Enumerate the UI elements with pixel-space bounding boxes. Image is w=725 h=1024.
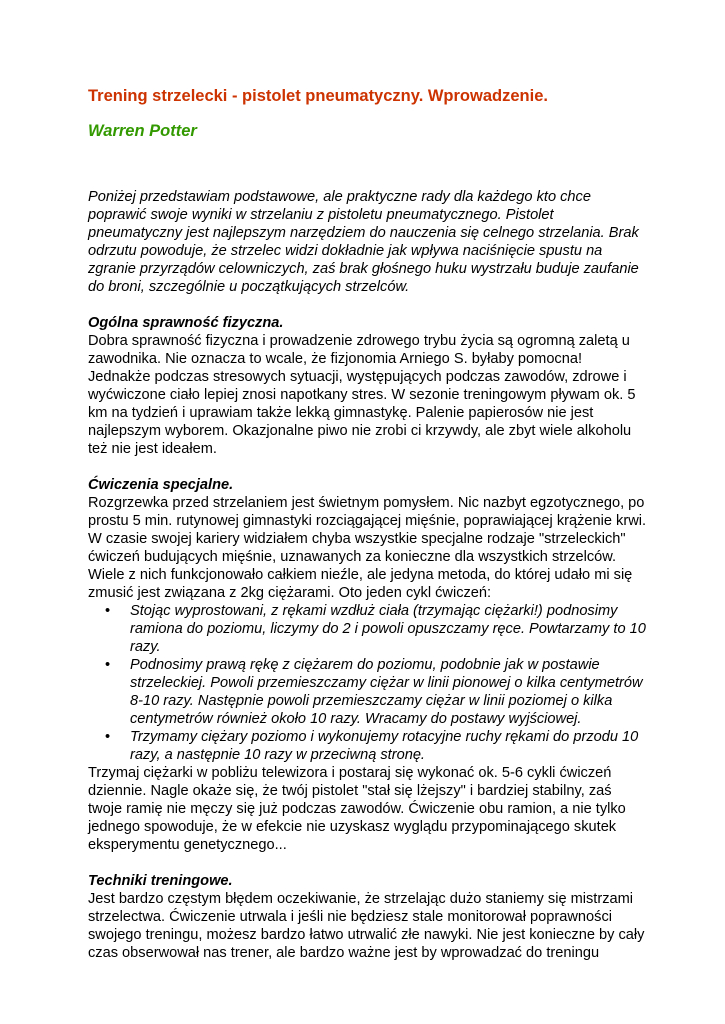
section-body: Jest bardzo częstym błędem oczekiwanie, że strzelając dużo staniemy się mistrzami strzelectwa. Ćwiczenie utrwala i jeśli nie będziesz stale monitorował poprawności swojego treningu, możesz bardzo łatwo utrwalić złe nawyki. Nie jest konieczne by cały czas obserwował nas trener, ale bardzo ważne jest by wprowadzać do treningu (88, 891, 645, 961)
bullet-icon: • (105, 729, 111, 745)
section-body: Rozgrzewka przed strzelaniem jest świetnym pomysłem. Nic nazbyt egzotycznego, po prostu 5 min. rutynowej gimnastyki rozciągającej mięśnie, poprawiającej krążenie krwi. W czasie swojej kariery widziałem chyba wszystkie specjalne rodzaje "strzeleckich" ćwiczeń budujących mięśnie, uznawanych za konieczne dla wszystkich strzelców. Wiele z nich funkcjonowało całkiem nieźle, ale jedyna metoda, do której udało mi się zmusić jest związana z 2kg ciężarami. Oto jeden cykl ćwiczeń: (88, 495, 647, 601)
section-physical-fitness (88, 314, 648, 458)
document-author: Warren Potter (88, 122, 197, 140)
section-heading: Techniki treningowe. (88, 873, 233, 889)
section-after-list: Trzymaj ciężarki w pobliżu telewizora i postaraj się wykonać ok. 5-6 cykli ćwiczeń dziennie. Nagle okaże się, że twój pistolet "stał się lżejszy" i bardziej stabilny, zaś twoje ramię nie męczy się już podczas zawodów. Ćwiczenie obu ramion, a nie tylko jednego spowoduje, że w efekcie nie uzyskasz wyglądu przypominającego skutek eksperymentu genetycznego... (88, 765, 626, 853)
document-page (88, 86, 648, 962)
bullet-icon: • (105, 657, 111, 673)
exercise-list (88, 602, 648, 764)
list-item (105, 656, 648, 728)
list-item-text: Trzymamy ciężary poziomo i wykonujemy rotacyjne ruchy rękami do przodu 10 razy, a następnie 10 razy w przeciwną stronę. (130, 729, 639, 763)
section-training-techniques (88, 872, 648, 962)
list-item (105, 602, 648, 656)
document-title: Trening strzelecki - pistolet pneumatyczny. Wprowadzenie. (88, 87, 548, 105)
section-body: Dobra sprawność fizyczna i prowadzenie zdrowego trybu życia są ogromną zaletą u zawodnika. Nie oznacza to wcale, że fizjonomia Arniego S. byłaby pomocna! Jednakże podczas stresowych sytuacji, występujących podczas zawodów, zdrowe i wyćwiczone ciało lepiej znosi napotkany stres. W sezonie treningowym pływam ok. 5 km na tydzień i uprawiam także lekką gimnastykę. Palenie papierosów nie jest najlepszym wyborem. Okazjonalne piwo nie zrobi ci krzywdy, ale zbyt wiele alkoholu też nie jest ideałem. (88, 333, 636, 457)
list-item-text: Stojąc wyprostowani, z rękami wzdłuż ciała (trzymając ciężarki!) podnosimy ramiona do poziomu, liczymy do 2 i powoli opuszczamy ręce. Powtarzamy to 10 razy. (130, 603, 646, 655)
list-item-text: Podnosimy prawą rękę z ciężarem do poziomu, podobnie jak w postawie strzeleckiej. Powoli przemieszczamy ciężar w linii pionowej o kilka centymetrów 8-10 razy. Następnie powoli przemieszczamy ciężar w linii poziomej o kilka centymetrów również około 10 razy. Wracamy do postawy wyjściowej. (130, 657, 643, 727)
section-heading: Ćwiczenia specjalne. (88, 477, 234, 493)
section-heading: Ogólna sprawność fizyczna. (88, 315, 284, 331)
section-special-exercises (88, 476, 648, 854)
list-item (105, 728, 648, 764)
bullet-icon: • (105, 603, 111, 619)
intro-paragraph: Poniżej przedstawiam podstawowe, ale praktyczne rady dla każdego kto chce poprawić swoje wyniki w strzelaniu z pistoletu pneumatycznego. Pistolet pneumatyczny jest najlepszym narzędziem do nauczenia się celnego strzelania. Brak odrzutu powoduje, że strzelec widzi dokładnie jak wpływa naciśnięcie spustu na zgranie przyrządów celowniczych, zaś brak głośnego huku wystrzału buduje zaufanie do broni, szczególnie u początkujących strzelców. (88, 189, 639, 295)
